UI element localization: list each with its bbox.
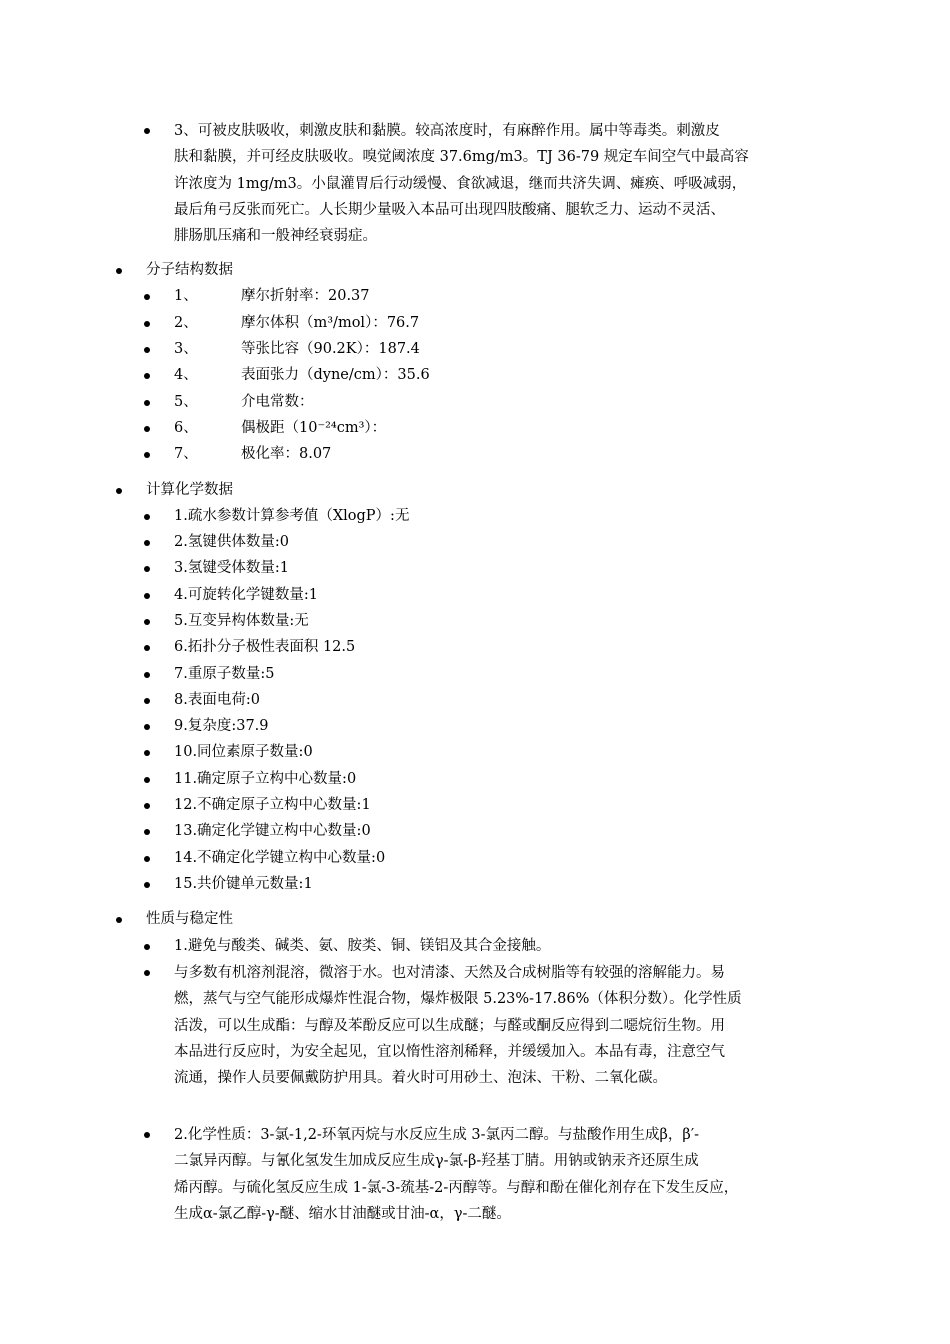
list-item bbox=[174, 445, 331, 463]
section-heading-stability: 性质与稳定性 bbox=[146, 911, 233, 927]
bullet-icon bbox=[116, 268, 122, 274]
bullet-icon bbox=[144, 944, 150, 950]
list-item bbox=[174, 287, 370, 305]
item-text: 等张比容（90.2K）：187.4 bbox=[241, 341, 420, 357]
bullet-icon bbox=[144, 400, 150, 406]
bullet-icon bbox=[144, 698, 150, 704]
list-item: 8.表面电荷:0 bbox=[174, 692, 260, 708]
list-item: 12.不确定原子立构中心数量:1 bbox=[174, 797, 371, 813]
list-item: 5.互变异构体数量:无 bbox=[174, 613, 309, 629]
bullet-icon bbox=[116, 917, 122, 923]
item-text: 摩尔体积（m³/mol）：76.7 bbox=[241, 315, 420, 331]
list-item: 7.重原子数量:5 bbox=[174, 666, 275, 682]
bullet-icon bbox=[144, 1132, 150, 1138]
item-number: 3、 bbox=[174, 341, 198, 357]
chemical-properties-paragraph: 2.化学性质：3-氯-1,2-环氧丙烷与水反应生成 3-氯丙二醇。与盐酸作用生成β，β′- 二氯异丙醇。与氰化氢发生加成反应生成γ-氯-β-羟基丁腈。用钠或钠汞齐还原生成 烯丙醇。与硫化氢反应生成 1-氯-3-巯基-2-丙醇等。与醇和酚在催化剂存在下发生反应， 生成α-氯乙醇-γ-醚、缩水甘油醚或甘油-α，γ-二醚。 bbox=[174, 1127, 739, 1222]
bullet-icon bbox=[144, 803, 150, 809]
bullet-icon bbox=[144, 645, 150, 651]
bullet-icon bbox=[144, 856, 150, 862]
bullet-icon bbox=[144, 128, 150, 134]
item-text: 摩尔折射率：20.37 bbox=[241, 288, 370, 304]
bullet-icon bbox=[144, 619, 150, 625]
item-number: 1、 bbox=[174, 288, 198, 304]
list-item: 2.氢键供体数量:0 bbox=[174, 534, 289, 550]
bullet-icon bbox=[144, 514, 150, 520]
bullet-icon bbox=[144, 373, 150, 379]
list-item bbox=[174, 393, 314, 411]
bullet-icon bbox=[144, 672, 150, 678]
list-item: 4.可旋转化学键数量:1 bbox=[174, 587, 318, 603]
list-item: 6.拓扑分子极性表面积 12.5 bbox=[174, 639, 356, 655]
list-item: 13.确定化学键立构中心数量:0 bbox=[174, 823, 371, 839]
list-item: 1.避免与酸类、碱类、氨、胺类、铜、镁铝及其合金接触。 bbox=[174, 938, 551, 954]
item-number: 2、 bbox=[174, 315, 198, 331]
bullet-icon bbox=[144, 566, 150, 572]
bullet-icon bbox=[144, 540, 150, 546]
list-item: 11.确定原子立构中心数量:0 bbox=[174, 771, 357, 787]
bullet-icon bbox=[144, 347, 150, 353]
list-item: 14.不确定化学键立构中心数量:0 bbox=[174, 850, 386, 866]
item-number: 7、 bbox=[174, 446, 198, 462]
bullet-icon bbox=[144, 321, 150, 327]
item-number: 6、 bbox=[174, 420, 198, 436]
bullet-icon bbox=[144, 882, 150, 888]
item-number: 5、 bbox=[174, 394, 198, 410]
bullet-icon bbox=[144, 593, 150, 599]
list-item: 3.氢键受体数量:1 bbox=[174, 560, 289, 576]
properties-paragraph: 与多数有机溶剂混溶，微溶于水。也对清漆、天然及合成树脂等有较强的溶解能力。易 燃，蒸气与空气能形成爆炸性混合物，爆炸极限 5.23%-17.86%（体积分数）。化学性质 活泼，可以生成酯：与醇及苯酚反应可以生成醚；与醛或酮反应得到二噁烷衍生物。用 本品进行反应时，为安全起见，宜以惰性溶剂稀释，并缓缓加入。本品有毒，注意空气 流通，操作人员要佩戴防护用具。着火时可用砂土、泡沫、干粉、二氧化碳。 bbox=[174, 965, 742, 1087]
list-item bbox=[174, 314, 419, 332]
bullet-icon bbox=[144, 426, 150, 432]
bullet-icon bbox=[144, 777, 150, 783]
bullet-icon bbox=[144, 452, 150, 458]
item-number: 4、 bbox=[174, 367, 198, 383]
bullet-icon bbox=[144, 724, 150, 730]
list-item: 15.共价键单元数量:1 bbox=[174, 876, 313, 892]
list-item bbox=[174, 419, 386, 437]
list-item bbox=[174, 366, 430, 384]
item-text: 表面张力（dyne/cm）：35.6 bbox=[241, 367, 430, 383]
section-heading-molecular: 分子结构数据 bbox=[146, 262, 233, 278]
bullet-icon bbox=[144, 829, 150, 835]
bullet-icon bbox=[144, 750, 150, 756]
list-item bbox=[174, 340, 420, 358]
list-item: 1.疏水参数计算参考值（XlogP）:无 bbox=[174, 508, 410, 524]
item-text: 极化率：8.07 bbox=[241, 446, 332, 462]
bullet-icon bbox=[116, 488, 122, 494]
toxicity-paragraph: 3、可被皮肤吸收，刺激皮肤和黏膜。较高浓度时，有麻醉作用。属中等毒类。刺激皮 肤和黏膜，并可经皮肤吸收。嗅觉阈浓度 37.6mg/m3。TJ 36-79 规定车间空气中最高容 许浓度为 1mg/m3。小鼠灌胃后行动缓慢、食欲减退，继而共济失调、瘫痪、呼吸减弱， 最后角弓反张而死亡。人长期少量吸入本品可出现四肢酸痛、腿软乏力、运动不灵活、 腓肠肌压痛和一般神经衰弱症。 bbox=[174, 123, 749, 245]
section-heading-computed: 计算化学数据 bbox=[146, 482, 233, 498]
item-text: 介电常数： bbox=[241, 394, 314, 410]
bullet-icon bbox=[144, 294, 150, 300]
bullet-icon bbox=[144, 970, 150, 976]
item-text: 偶极距（10⁻²⁴cm³）： bbox=[241, 420, 387, 436]
list-item: 9.复杂度:37.9 bbox=[174, 718, 269, 734]
list-item: 10.同位素原子数量:0 bbox=[174, 744, 313, 760]
